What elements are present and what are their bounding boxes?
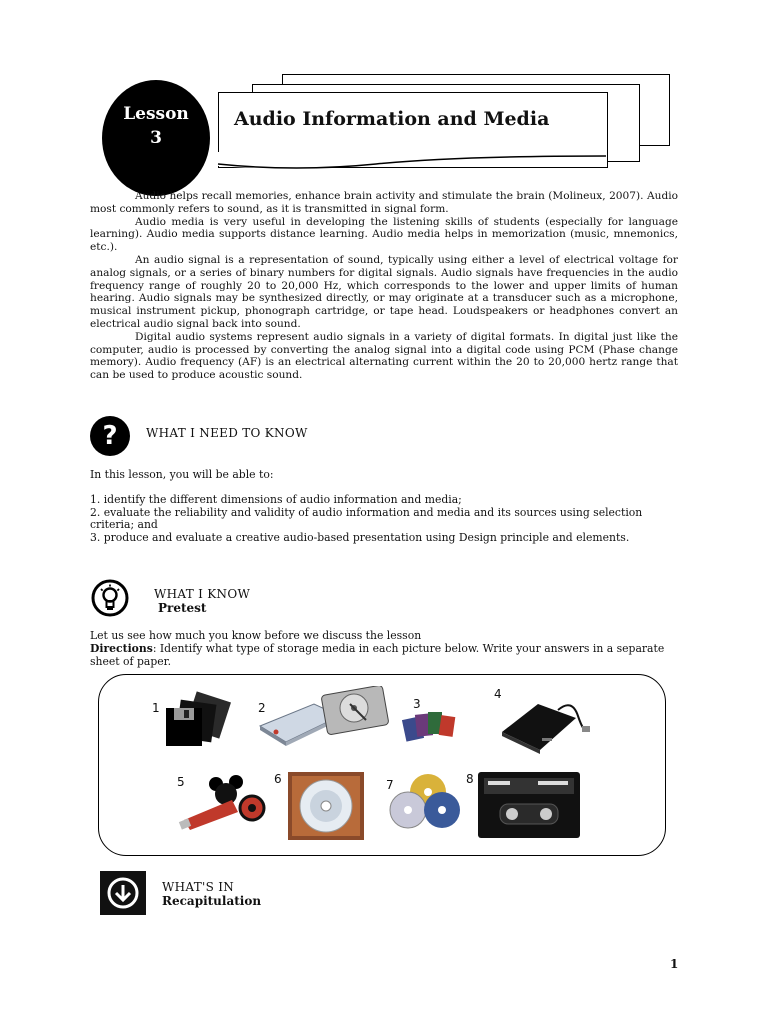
picture-number: 2 (258, 701, 266, 715)
picture-number: 8 (466, 772, 474, 786)
lesson-badge (102, 80, 210, 196)
compact-discs-icon (388, 772, 464, 830)
intro-paragraph: Audio helps recall memories, enhance brain activity and stimulate the brain (Molineux, 2007). Audio most commonly refers to sound, as it is transmitted in signal form. (90, 190, 678, 215)
directions-label: Directions (90, 641, 153, 655)
question-icon: ? (90, 416, 130, 456)
picture-number: 1 (152, 701, 160, 715)
title-card-wave (216, 150, 608, 172)
objective-item: 1. identify the different dimensions of audio information and media; (90, 492, 462, 506)
directions-text: : Identify what type of storage media in each picture below. Write your answers in a separate sheet of paper. (90, 641, 665, 668)
picture-number: 5 (177, 775, 185, 789)
section-subtitle-recap: Recapitulation (162, 894, 262, 908)
section-title-in: WHAT'S IN (162, 880, 235, 894)
objectives-block (90, 469, 678, 545)
pretest-instructions (90, 630, 678, 668)
intro-paragraph: Digital audio systems represent audio signals in a variety of digital formats. In digital just like the computer, audio is processed by converting the analog signal into a digital code using PCM (Phase change memory). Audio frequency (AF) is an electrical alternating current within the 20 to 20,000 hertz range that can be used to produce acoustic sound. (90, 330, 678, 382)
external-optical-drive-icon (498, 692, 594, 756)
data-cartridge-icon (478, 772, 580, 838)
section-subtitle-pretest: Pretest (158, 601, 207, 615)
page-number: 1 (670, 957, 679, 971)
picture-number: 4 (494, 687, 502, 701)
intro-paragraph: An audio signal is a representation of sound, typically using either a level of electrical voltage for analog signals, or a series of binary numbers for digital signals. Audio signals have frequencies in the audio frequency range of roughly 20 to 20,000 Hz, which corresponds to the lower and upper limits of human hearing. Audio signals may be synthesized directly, or may originate at a transducer such as a microphone, musical instrument pickup, phonograph cartridge, or tape head. Loudspeakers or headphones convert an electrical audio signal back into sound. (90, 253, 678, 330)
dvd-disc-icon (288, 772, 364, 840)
page-title: Audio Information and Media (234, 108, 550, 130)
floppy-disks-icon (162, 690, 232, 750)
down-arrow-icon (100, 871, 146, 915)
pretest-lead: Let us see how much you know before we discuss the lesson (90, 629, 422, 642)
usb-flash-drive-icon (178, 770, 268, 832)
section-title-need: WHAT I NEED TO KNOW (146, 426, 308, 440)
memory-cards-icon (402, 708, 456, 742)
objective-item: 2. evaluate the reliability and validity of audio information and media and its sources using selection criteria; and (90, 505, 643, 532)
objective-item: 3. produce and evaluate a creative audio-based presentation using Design principle and elements. (90, 531, 630, 545)
objectives-lead: In this lesson, you will be able to: (90, 468, 274, 481)
picture-number: 3 (413, 697, 421, 711)
lightbulb-icon (90, 578, 130, 618)
lesson-number: 3 (150, 128, 162, 148)
section-title-know: WHAT I KNOW (154, 587, 251, 601)
pretest-directions (90, 643, 678, 669)
picture-number: 6 (274, 772, 282, 786)
intro-text (90, 190, 678, 382)
intro-paragraph: Audio media is very useful in developing the listening skills of students (especially for language learning). Audio media supports distance learning. Audio media helps in memorization (music, mnemonics, etc.). (90, 215, 678, 254)
lesson-label: Lesson (123, 104, 189, 124)
picture-number: 7 (386, 778, 394, 792)
external-hard-drive-icon (254, 686, 396, 748)
